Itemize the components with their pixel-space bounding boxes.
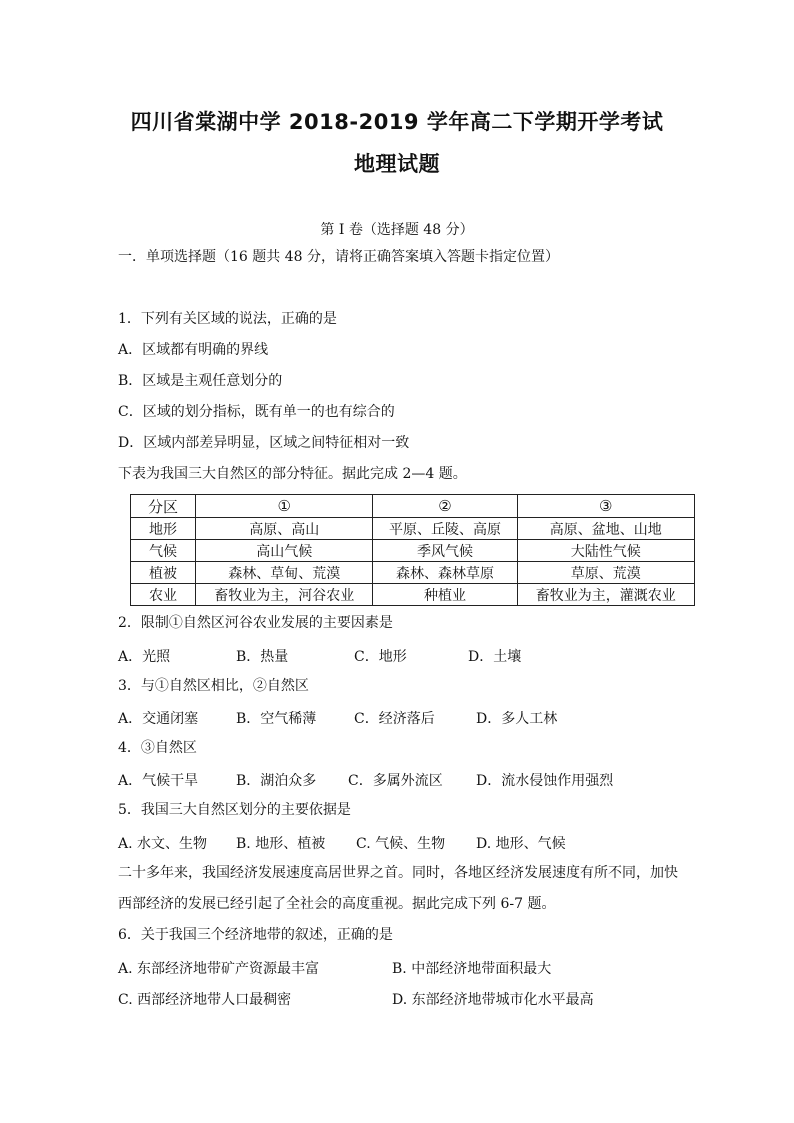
table-cell: 森林、草甸、荒漠 — [196, 562, 373, 584]
q4-option-c: C．多属外流区 — [348, 773, 443, 789]
exam-title: 四川省棠湖中学 2018-2019 学年高二下学期开学考试 — [130, 110, 664, 134]
passage-line-1: 二十多年来，我国经济发展速度高居世界之首。同时，各地区经济发展速度有所不同，加快 — [118, 865, 678, 881]
table-row — [131, 562, 695, 584]
q2-stem: 2．限制①自然区河谷农业发展的主要因素是 — [118, 615, 393, 631]
passage-line-2: 西部经济的发展已经引起了全社会的高度重视。据此完成下列 6-7 题。 — [118, 896, 556, 912]
table-row — [131, 584, 695, 606]
q4-option-a: A．气候干旱 — [118, 773, 199, 789]
table-row — [131, 540, 695, 562]
table-header-row — [131, 495, 695, 518]
table-cell: 森林、森林草原 — [373, 562, 517, 584]
q3-stem: 3．与①自然区相比，②自然区 — [118, 678, 309, 694]
q6-stem: 6．关于我国三个经济地带的叙述，正确的是 — [118, 927, 393, 943]
q2-option-b: B．热量 — [236, 649, 289, 665]
table-cell: 畜牧业为主，灌溉农业 — [517, 584, 694, 606]
q3-option-d: D．多人工林 — [476, 711, 558, 727]
table-cell: 平原、丘陵、高原 — [373, 518, 517, 540]
q2-option-d: D．土壤 — [468, 649, 522, 665]
table-cell: 草原、荒漠 — [517, 562, 694, 584]
table-cell: 气候 — [131, 540, 196, 562]
table-cell: 高山气候 — [196, 540, 373, 562]
q1-option-d: D．区域内部差异明显，区域之间特征相对一致 — [118, 435, 410, 451]
q5-option-c: C. 气候、生物 — [356, 836, 446, 852]
q1-option-c: C．区域的划分指标，既有单一的也有综合的 — [118, 404, 395, 420]
q6-option-a: A. 东部经济地带矿产资源最丰富 — [118, 961, 320, 977]
exam-subtitle: 地理试题 — [354, 152, 440, 176]
q5-option-d: D. 地形、气候 — [476, 836, 566, 852]
table-header-cell: 分区 — [131, 495, 196, 518]
table-cell: 畜牧业为主，河谷农业 — [196, 584, 373, 606]
table-header-cell: ③ — [517, 495, 694, 518]
table-header-cell: ② — [373, 495, 517, 518]
section-label: 第 I 卷（选择题 48 分） — [320, 222, 474, 238]
q3-option-b: B．空气稀薄 — [236, 711, 317, 727]
q2-option-a: A．光照 — [118, 649, 171, 665]
q4-option-b: B．湖泊众多 — [236, 773, 317, 789]
q1-option-a: A．区域都有明确的界线 — [118, 342, 269, 358]
natural-region-table — [130, 494, 695, 606]
q5-option-a: A. 水文、生物 — [118, 836, 208, 852]
table-row — [131, 518, 695, 540]
q1-option-b: B．区域是主观任意划分的 — [118, 373, 283, 389]
q5-stem: 5．我国三大自然区划分的主要依据是 — [118, 802, 351, 818]
table-intro: 下表为我国三大自然区的部分特征。据此完成 2—4 题。 — [118, 466, 467, 482]
table-cell: 高原、高山 — [196, 518, 373, 540]
table-cell: 植被 — [131, 562, 196, 584]
q2-option-c: C．地形 — [354, 649, 407, 665]
q6-option-d: D. 东部经济地带城市化水平最高 — [392, 992, 594, 1008]
table-cell: 季风气候 — [373, 540, 517, 562]
q4-stem: 4．③自然区 — [118, 740, 197, 756]
table-header-cell: ① — [196, 495, 373, 518]
q3-option-a: A．交通闭塞 — [118, 711, 199, 727]
part-label: 一．单项选择题（16 题共 48 分，请将正确答案填入答题卡指定位置） — [118, 249, 559, 265]
table-cell: 农业 — [131, 584, 196, 606]
q6-option-b: B. 中部经济地带面积最大 — [392, 961, 552, 977]
q3-option-c: C．经济落后 — [354, 711, 435, 727]
q4-option-d: D．流水侵蚀作用强烈 — [476, 773, 614, 789]
table-cell: 种植业 — [373, 584, 517, 606]
q6-option-c: C. 西部经济地带人口最稠密 — [118, 992, 292, 1008]
table-cell: 高原、盆地、山地 — [517, 518, 694, 540]
table-cell: 地形 — [131, 518, 196, 540]
table-cell: 大陆性气候 — [517, 540, 694, 562]
q5-option-b: B. 地形、植被 — [236, 836, 326, 852]
q1-stem: 1．下列有关区域的说法，正确的是 — [118, 311, 337, 327]
